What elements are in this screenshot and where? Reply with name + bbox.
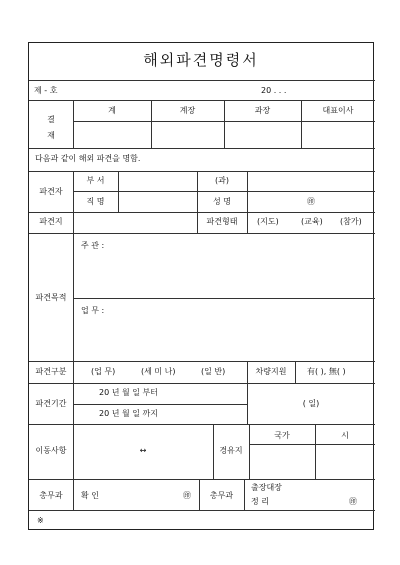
rule (224, 100, 225, 148)
intro-text: 다음과 같이 해외 파견을 명함. (35, 154, 141, 163)
approval-col-clerk: 계 (108, 106, 116, 115)
city-label: 시 (341, 431, 349, 440)
ledger-seal[interactable]: ㊞ (349, 497, 357, 506)
approval-row-label-bottom: 재 (47, 131, 55, 140)
rule (29, 510, 375, 511)
admin-label: 총무과 (39, 491, 63, 500)
via-label: 경유지 (219, 446, 243, 455)
destination-field[interactable] (73, 212, 197, 233)
dispatch-order-form (28, 42, 374, 530)
rule (118, 171, 119, 212)
name-field-seal[interactable]: ㊞ (307, 197, 315, 206)
type-option-training[interactable]: (교육) (301, 217, 323, 226)
rule (29, 479, 375, 480)
rule (295, 361, 296, 383)
confirm-label: 확 인 (81, 491, 99, 500)
rule (29, 80, 375, 81)
dispatch-type-label: 파견형태 (206, 217, 238, 226)
document-title: 해외파견명령서 (143, 51, 259, 69)
city-field[interactable] (315, 444, 375, 479)
rule (73, 404, 247, 405)
category-label: 파견구분 (35, 367, 67, 376)
dept-suffix: (과) (215, 176, 229, 185)
country-field[interactable] (249, 444, 315, 479)
rule (73, 424, 74, 479)
confirm-seal[interactable]: ㊞ (183, 491, 191, 500)
country-label: 국가 (274, 431, 290, 440)
dept-field[interactable] (118, 171, 197, 191)
dept-label: 부 서 (86, 176, 105, 185)
category-option-seminar[interactable]: (세 미 나) (141, 367, 176, 376)
approval-col-chief: 계장 (179, 106, 196, 115)
rule (244, 479, 245, 510)
doc-number-label: 제 - 호 (34, 86, 58, 95)
period-label: 파견기간 (35, 399, 67, 408)
period-from[interactable]: 20 년 월 일 부터 (99, 388, 158, 397)
approval-col-ceo: 대표이사 (322, 106, 354, 115)
admin-label-2: 총무과 (209, 491, 234, 500)
vehicle-support-value[interactable]: 有( ), 無( ) (307, 367, 346, 376)
rule (315, 424, 316, 479)
rule (247, 171, 248, 233)
rule (73, 298, 375, 299)
approval-sign-chief[interactable] (151, 121, 224, 148)
approval-sign-clerk[interactable] (73, 121, 151, 148)
rule (73, 171, 74, 233)
name-label: 성 명 (213, 197, 231, 206)
rank-label: 직 명 (86, 197, 105, 206)
duty-label: 업 무 : (81, 306, 105, 315)
rule (29, 233, 375, 234)
approval-col-manager: 과장 (254, 106, 271, 115)
host-label: 주 관 : (81, 241, 105, 250)
ledger-line-2: 정 리 (251, 497, 269, 506)
vehicle-support-label: 차량지원 (255, 367, 287, 376)
rule (249, 444, 375, 445)
rule (199, 479, 200, 510)
rule (247, 361, 248, 383)
rule (29, 424, 375, 425)
destination-label: 파견지 (39, 217, 63, 226)
rule (29, 171, 375, 172)
movement-label: 이동사항 (35, 446, 67, 455)
category-option-general[interactable]: (일 반) (201, 367, 226, 376)
purpose-label: 파견목적 (35, 293, 67, 302)
rule (29, 361, 375, 362)
rule (73, 100, 74, 148)
rule (197, 171, 198, 233)
movement-arrow-icon: ↔ (139, 446, 147, 455)
rule (29, 148, 375, 149)
rule (249, 424, 250, 479)
rule (29, 212, 375, 213)
rule (151, 100, 152, 148)
date-line: 20 . . . (261, 86, 287, 95)
rule (73, 361, 74, 383)
category-option-work[interactable]: (업 무) (91, 367, 116, 376)
rule (29, 383, 375, 384)
rule (73, 479, 74, 510)
rule (73, 233, 74, 361)
type-option-guidance[interactable]: (지도) (257, 217, 279, 226)
approval-sign-ceo[interactable] (301, 121, 375, 148)
dispatchee-label: 파견자 (39, 187, 63, 196)
period-to[interactable]: 20 년 월 일 까지 (99, 409, 158, 418)
approval-row-label-top: 결 (47, 115, 55, 124)
rank-field[interactable] (118, 191, 197, 212)
rule (29, 100, 375, 101)
rule (213, 424, 214, 479)
note-mark: ※ (37, 516, 44, 525)
period-days[interactable]: ( 일) (302, 399, 320, 408)
rule (301, 100, 302, 148)
ledger-line-1: 출장대장 (251, 483, 282, 492)
approval-sign-manager[interactable] (224, 121, 301, 148)
rule (247, 383, 248, 424)
type-option-participation[interactable]: (참가) (340, 217, 362, 226)
rule (73, 383, 74, 424)
